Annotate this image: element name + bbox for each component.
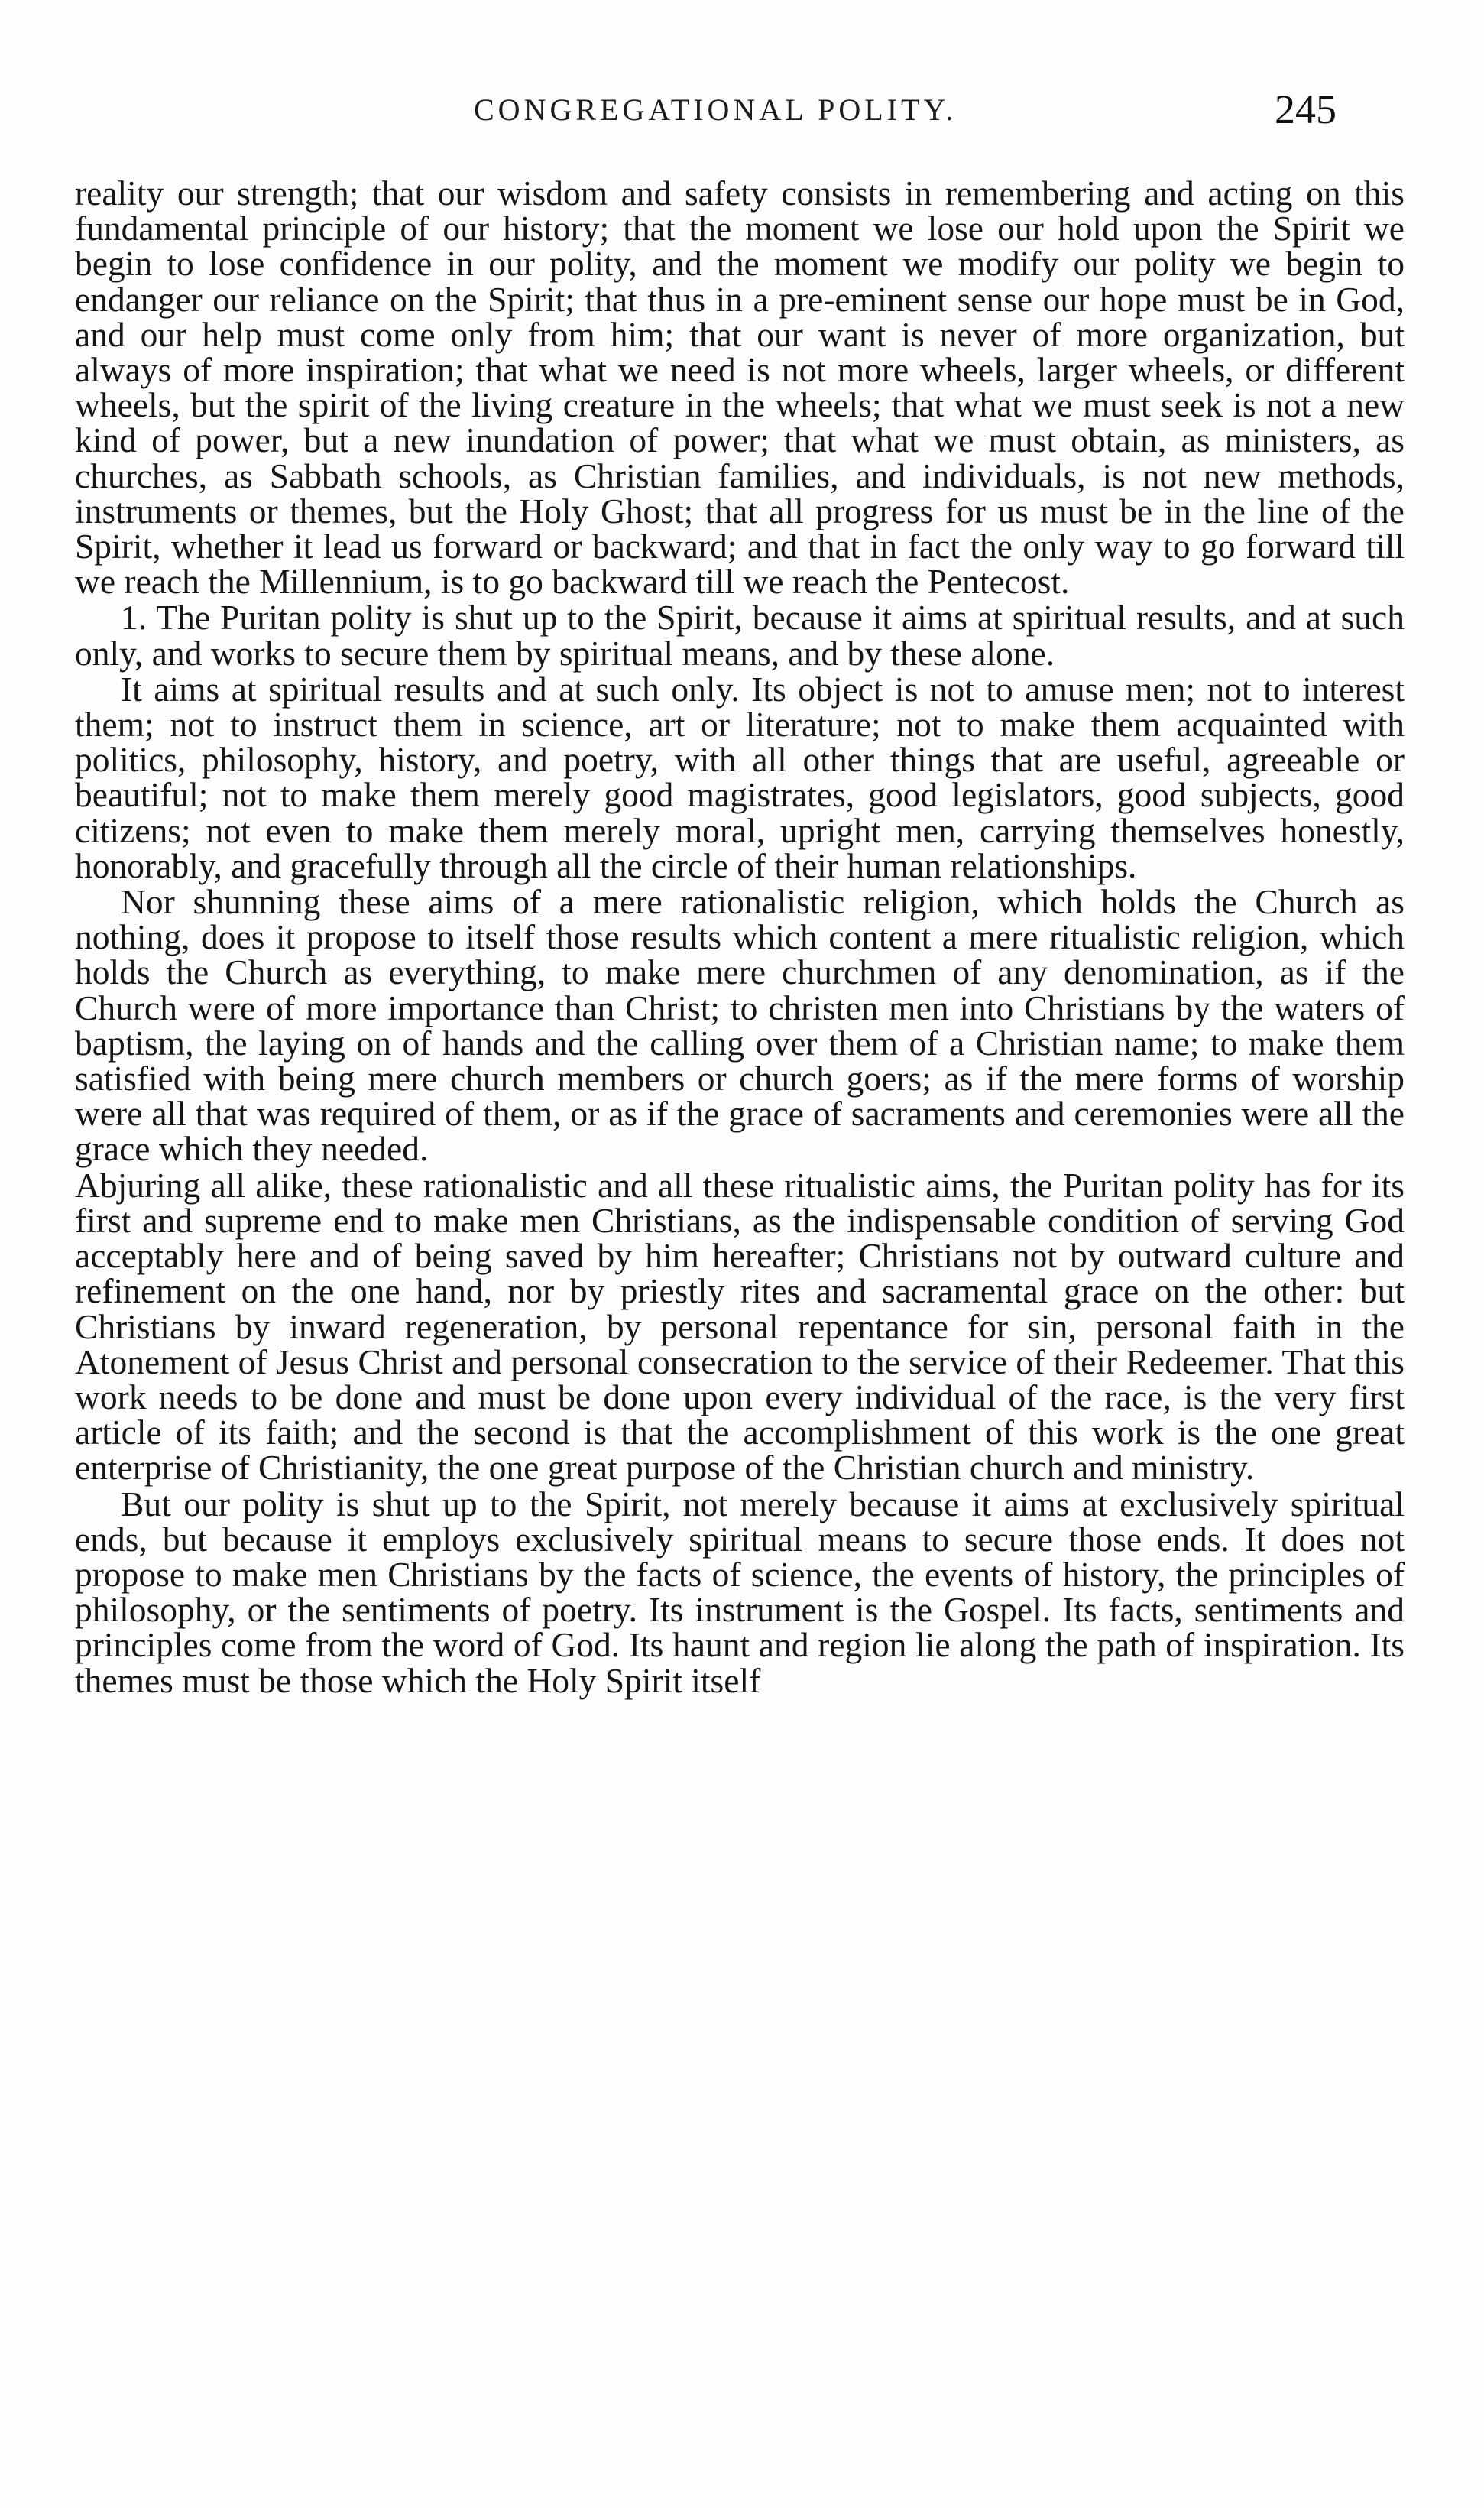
paragraph-numbered-point: 1. The Puritan polity is shut up to the Spirit, because it aims at spiritual results, and at such only, and works to secure them by spiritual means, and by these alone.: [75, 598, 1405, 673]
running-head: [0, 86, 1484, 145]
paragraph: It aims at spiritual results and at such only. Its object is not to amuse men; not to interest them; not to instruct them in science, art or literature; not to make them acquainted with politics, philosophy, history, and poetry, with all other things that are useful, agreeable or beautiful; not to make them merely good magistrates, good legislators, good subjects, good citizens; not even to make them merely moral, upright men, carrying themselves honestly, honorably, and gracefully through all the circle of their human relationships.: [75, 669, 1405, 885]
running-title: CONGREGATIONAL POLITY.: [474, 92, 957, 127]
paragraph-continuation: reality our strength; that our wisdom and safety consists in remembering and acting on this fundamental principle of our history; that the moment we lose our hold upon the Spirit we begin to lose confidence in our polity, and the moment we modify our polity we begin to endanger our reliance on the Spirit; that thus in a pre-eminent sense our hope must be in God, and our help must come only from him; that our want is never of more organization, but always of more inspiration; that what we need is not more wheels, larger wheels, or different wheels, but the spirit of the living creature in the wheels; that what we must seek is not a new kind of power, but a new inundation of power; that what we must obtain, as ministers, as churches, as Sabbath schools, as Christian families, and individuals, is not new methods, instruments or themes, but the Holy Ghost; that all progress for us must be in the line of the Spirit, whether it lead us forward or backward; and that in fact the only way to go forward till we reach the Millennium, is to go backward till we reach the Pentecost.: [75, 174, 1405, 602]
paragraph: Nor shunning these aims of a mere rationalistic religion, which holds the Church as nothing, does it propose to itself those results which content a mere ritualistic religion, which holds the Church as everything, to make mere churchmen of any denomination, as if the Church were of more importance than Christ; to christen men into Christians by the waters of baptism, the laying on of hands and the calling over them of a Christian name; to make them satisfied with being mere church members or church goers; as if the mere forms of worship were all that was required of them, or as if the grace of sacraments and ceremonies were all the grace which they needed.: [75, 882, 1405, 1169]
paragraph: Abjuring all alike, these rationalistic and all these ritualistic aims, the Puritan polity has for its first and supreme end to make men Christians, as the indispensable condition of serving God acceptably here and of being saved by him hereafter; Christians not by outward culture and refinement on the one hand, nor by priestly rites and sacramental grace on the other: but Christians by inward regeneration, by personal repentance for sin, personal faith in the Atonement of Jesus Christ and personal consecration to the service of their Redeemer. That this work needs to be done and must be done upon every individual of the race, is the very first article of its faith; and the second is that the accomplishment of this work is the one great enterprise of Christianity, the one great purpose of the Christian church and ministry.: [75, 1165, 1405, 1488]
page-number: 245: [1275, 86, 1337, 132]
body-text: [75, 176, 1405, 1698]
paragraph: But our polity is shut up to the Spirit, not merely because it aims at exclusively spiritual ends, but because it employs exclusively spiritual means to secure those ends. It does not propose to make men Christians by the facts of science, the events of history, the principles of philosophy, or the sentiments of poetry. Its instrument is the Gospel. Its facts, sentiments and principles come from the word of God. Its haunt and region lie along the path of inspiration. Its themes must be those which the Holy Spirit itself: [75, 1484, 1405, 1700]
